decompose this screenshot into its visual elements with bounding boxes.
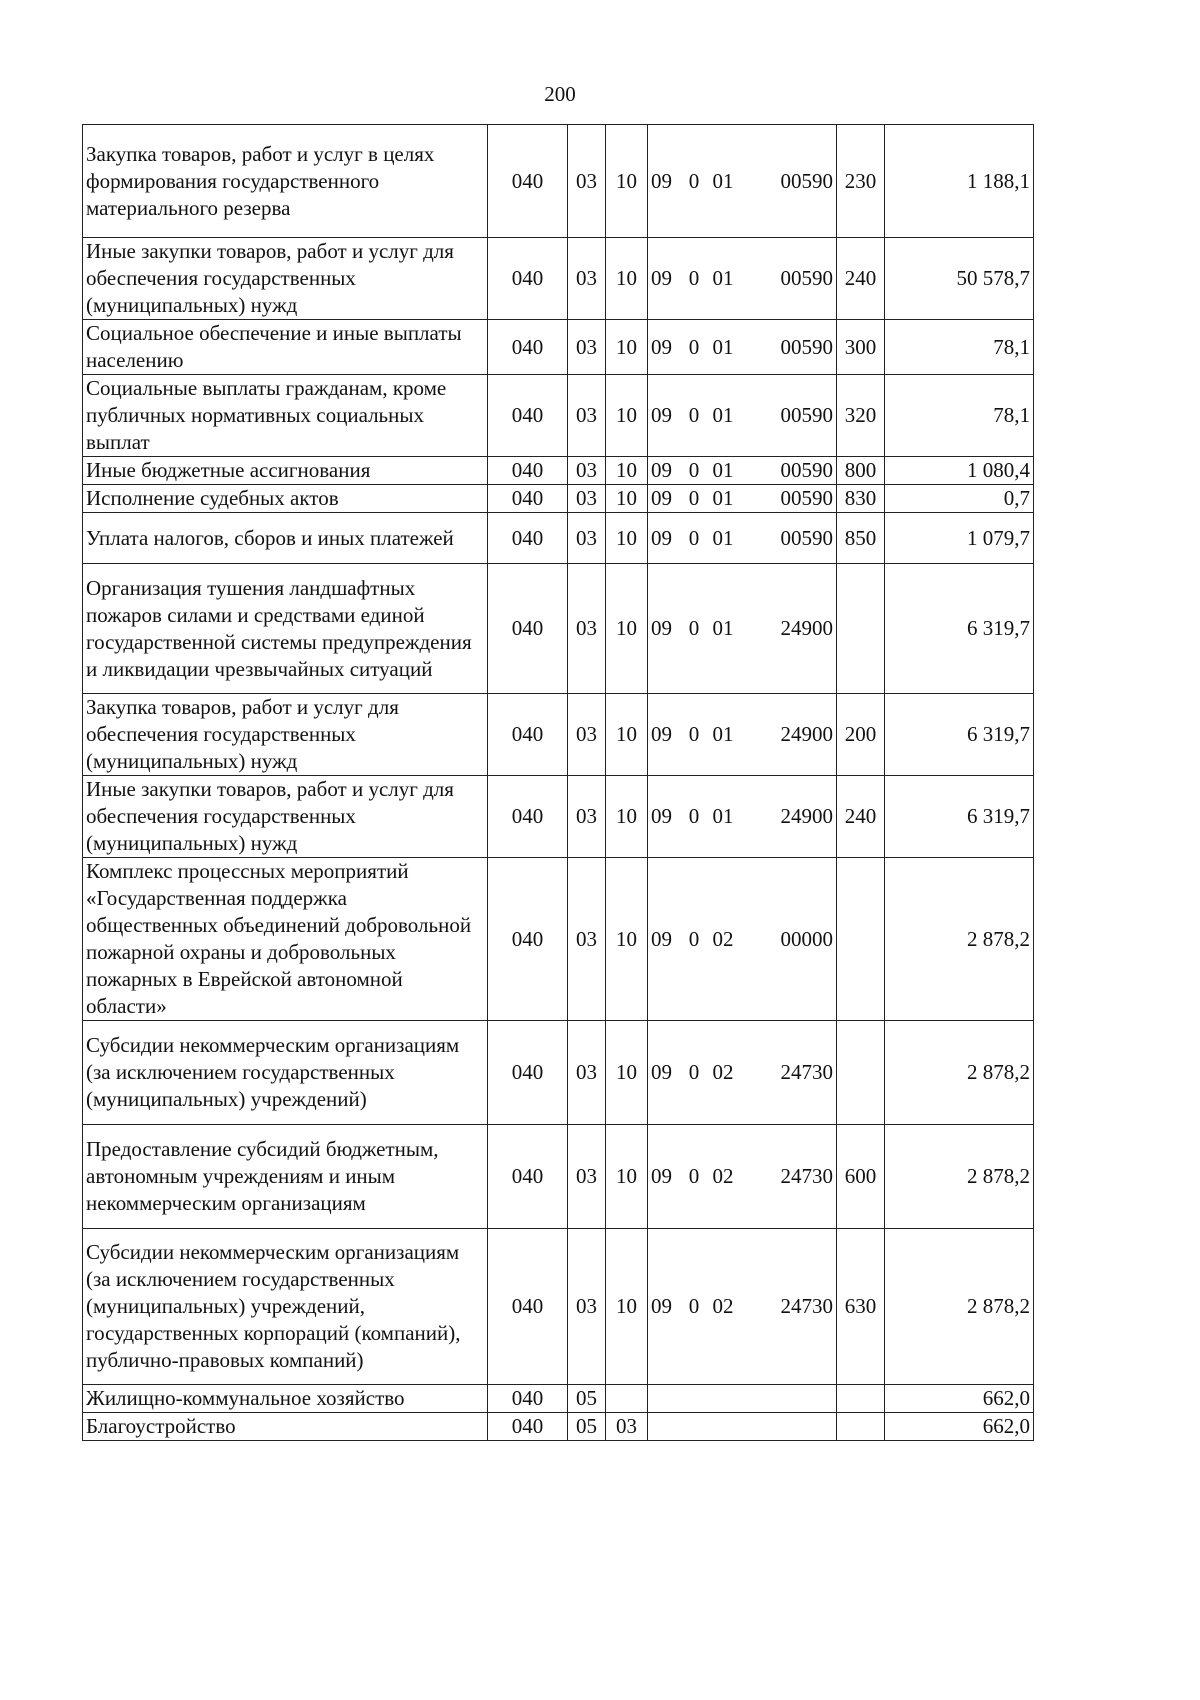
pr-cell: 10 (606, 1125, 648, 1229)
rz-cell: 03 (568, 1125, 606, 1229)
table-row (83, 694, 1034, 776)
ved-cell: 040 (488, 1229, 568, 1385)
csr-code (651, 525, 833, 552)
vr-cell: 240 (837, 776, 885, 858)
pr-cell: 10 (606, 1021, 648, 1125)
csr-code (651, 615, 833, 642)
csr-cell (648, 694, 837, 776)
rz-cell: 03 (568, 375, 606, 457)
budget-table-body (83, 125, 1034, 1441)
ved-cell: 040 (488, 1125, 568, 1229)
csr-part: 0 (688, 804, 700, 828)
table-row (83, 320, 1034, 375)
csr-part: 00590 (780, 334, 833, 359)
csr-cell (648, 375, 837, 457)
rz-cell: 03 (568, 564, 606, 694)
row-name-cell: Исполнение судебных актов (83, 485, 488, 513)
row-name-cell: Жилищно-коммунальное хозяйство (83, 1385, 488, 1413)
sum-cell: 662,0 (885, 1385, 1034, 1413)
csr-part: 01 (712, 334, 734, 359)
csr-part: 0 (688, 334, 700, 359)
vr-cell: 200 (837, 694, 885, 776)
csr-part: 01 (712, 168, 734, 193)
ved-cell: 040 (488, 1021, 568, 1125)
pr-cell (606, 1385, 648, 1413)
pr-cell: 10 (606, 694, 648, 776)
pr-cell: 10 (606, 1229, 648, 1385)
sum-cell: 2 878,2 (885, 1021, 1034, 1125)
rz-cell: 03 (568, 485, 606, 513)
ved-cell: 040 (488, 485, 568, 513)
sum-cell: 6 319,7 (885, 564, 1034, 694)
csr-code (651, 402, 833, 429)
csr-part: 0 (688, 616, 700, 640)
pr-cell: 10 (606, 320, 648, 375)
csr-cell (648, 858, 837, 1021)
ved-cell: 040 (488, 1385, 568, 1413)
ved-cell: 040 (488, 858, 568, 1021)
sum-cell: 2 878,2 (885, 1229, 1034, 1385)
csr-part: 0 (688, 403, 700, 427)
vr-cell (837, 564, 885, 694)
csr-code (651, 1163, 833, 1190)
csr-part: 0 (688, 1294, 700, 1318)
pr-cell: 10 (606, 375, 648, 457)
csr-code (651, 803, 833, 830)
csr-part: 24900 (780, 804, 833, 828)
ved-cell: 040 (488, 1413, 568, 1441)
sum-cell: 1 188,1 (885, 125, 1034, 238)
vr-cell: 320 (837, 375, 885, 457)
sum-cell: 1 079,7 (885, 513, 1034, 564)
csr-cell (648, 564, 837, 694)
csr-part: 09 (651, 486, 672, 510)
csr-part: 00590 (780, 458, 833, 482)
rz-cell: 03 (568, 320, 606, 375)
csr-part: 0 (688, 525, 700, 550)
table-row (83, 125, 1034, 238)
sum-cell: 662,0 (885, 1413, 1034, 1441)
rz-cell: 03 (568, 858, 606, 1021)
csr-cell (648, 485, 837, 513)
table-row (83, 375, 1034, 457)
sum-cell: 78,1 (885, 375, 1034, 457)
csr-part: 00590 (780, 266, 833, 290)
csr-code (651, 926, 833, 953)
csr-part: 0 (688, 1164, 700, 1188)
table-row (83, 564, 1034, 694)
sum-cell: 2 878,2 (885, 1125, 1034, 1229)
pr-cell: 10 (606, 564, 648, 694)
csr-code (651, 1059, 833, 1086)
ved-cell: 040 (488, 513, 568, 564)
csr-part: 00590 (780, 403, 833, 427)
table-row (83, 858, 1034, 1021)
csr-part: 02 (712, 926, 734, 951)
csr-part: 02 (712, 1164, 734, 1188)
budget-table (82, 124, 1034, 1441)
csr-part: 09 (651, 1164, 672, 1188)
ved-cell: 040 (488, 125, 568, 238)
csr-part: 09 (651, 1294, 672, 1318)
csr-cell (648, 1413, 837, 1441)
csr-part: 09 (651, 1060, 672, 1084)
csr-part: 01 (712, 804, 734, 828)
pr-cell: 03 (606, 1413, 648, 1441)
csr-code (651, 334, 833, 361)
csr-cell (648, 125, 837, 238)
vr-cell: 850 (837, 513, 885, 564)
csr-part: 00590 (780, 168, 833, 193)
row-name-cell: Субсидии некоммерческим организациям (за исключением государственных (муниципальных) учреждений, государственных корпораций (компаний), публично-правовых компаний) (83, 1229, 488, 1385)
pr-cell: 10 (606, 125, 648, 238)
csr-part: 09 (651, 403, 672, 427)
csr-cell (648, 320, 837, 375)
csr-part: 00590 (780, 486, 833, 510)
csr-part: 0 (688, 486, 700, 510)
sum-cell: 1 080,4 (885, 457, 1034, 485)
csr-part: 0 (688, 266, 700, 290)
csr-part: 09 (651, 525, 672, 550)
csr-part: 01 (712, 616, 734, 640)
table-row (83, 776, 1034, 858)
csr-part: 00000 (780, 926, 833, 951)
csr-part: 00590 (780, 525, 833, 550)
csr-part: 0 (688, 1060, 700, 1084)
row-name-cell: Иные закупки товаров, работ и услуг для обеспечения государственных (муниципальных) нужд (83, 238, 488, 320)
vr-cell: 630 (837, 1229, 885, 1385)
table-row (83, 1125, 1034, 1229)
table-row (83, 1021, 1034, 1125)
table-row (83, 513, 1034, 564)
csr-cell (648, 1229, 837, 1385)
rz-cell: 03 (568, 125, 606, 238)
csr-part: 09 (651, 266, 672, 290)
sum-cell: 6 319,7 (885, 776, 1034, 858)
csr-part: 0 (688, 926, 700, 951)
csr-cell (648, 457, 837, 485)
sum-cell: 6 319,7 (885, 694, 1034, 776)
csr-part: 24900 (780, 616, 833, 640)
row-name-cell: Закупка товаров, работ и услуг в целях формирования государственного материального резерва (83, 125, 488, 238)
csr-code (651, 168, 833, 195)
table-row (83, 485, 1034, 513)
csr-part: 01 (712, 486, 734, 510)
pr-cell: 10 (606, 513, 648, 564)
ved-cell: 040 (488, 457, 568, 485)
row-name-cell: Социальное обеспечение и иные выплаты населению (83, 320, 488, 375)
rz-cell: 03 (568, 513, 606, 564)
pr-cell: 10 (606, 485, 648, 513)
page-number: 200 (544, 82, 576, 106)
row-name-cell: Комплекс процессных мероприятий «Государственная поддержка общественных объединений добровольной пожарной охраны и добровольных пожарных в Еврейской автономной области» (83, 858, 488, 1021)
rz-cell: 03 (568, 457, 606, 485)
vr-cell: 240 (837, 238, 885, 320)
csr-code (651, 1293, 833, 1320)
row-name-cell: Иные закупки товаров, работ и услуг для обеспечения государственных (муниципальных) нужд (83, 776, 488, 858)
table-row (83, 457, 1034, 485)
pr-cell: 10 (606, 238, 648, 320)
csr-part: 09 (651, 804, 672, 828)
rz-cell: 03 (568, 238, 606, 320)
csr-part: 01 (712, 458, 734, 482)
csr-cell (648, 513, 837, 564)
sum-cell: 78,1 (885, 320, 1034, 375)
csr-part: 24730 (780, 1164, 833, 1188)
rz-cell: 05 (568, 1413, 606, 1441)
vr-cell: 600 (837, 1125, 885, 1229)
rz-cell: 03 (568, 1229, 606, 1385)
vr-cell (837, 1021, 885, 1125)
row-name-cell: Предоставление субсидий бюджетным, автономным учреждениям и иным некоммерческим организациям (83, 1125, 488, 1229)
csr-code (651, 457, 833, 484)
vr-cell (837, 1385, 885, 1413)
csr-cell (648, 776, 837, 858)
csr-part: 09 (651, 334, 672, 359)
row-name-cell: Иные бюджетные ассигнования (83, 457, 488, 485)
sum-cell: 0,7 (885, 485, 1034, 513)
sum-cell: 2 878,2 (885, 858, 1034, 1021)
vr-cell (837, 858, 885, 1021)
csr-part: 09 (651, 616, 672, 640)
csr-cell (648, 1385, 837, 1413)
row-name-cell: Социальные выплаты гражданам, кроме публичных нормативных социальных выплат (83, 375, 488, 457)
csr-part: 09 (651, 168, 672, 193)
ved-cell: 040 (488, 776, 568, 858)
pr-cell: 10 (606, 457, 648, 485)
csr-part: 24730 (780, 1294, 833, 1318)
row-name-cell: Благоустройство (83, 1413, 488, 1441)
csr-part: 09 (651, 926, 672, 951)
csr-code (651, 265, 833, 292)
ved-cell: 040 (488, 564, 568, 694)
csr-part: 01 (712, 266, 734, 290)
ved-cell: 040 (488, 694, 568, 776)
table-row (83, 1229, 1034, 1385)
vr-cell: 300 (837, 320, 885, 375)
csr-part: 0 (688, 168, 700, 193)
vr-cell: 830 (837, 485, 885, 513)
row-name-cell: Закупка товаров, работ и услуг для обеспечения государственных (муниципальных) нужд (83, 694, 488, 776)
csr-code (651, 485, 833, 512)
vr-cell: 800 (837, 457, 885, 485)
row-name-cell: Субсидии некоммерческим организациям (за исключением государственных (муниципальных) учреждений) (83, 1021, 488, 1125)
sum-cell: 50 578,7 (885, 238, 1034, 320)
csr-part: 02 (712, 1060, 734, 1084)
rz-cell: 03 (568, 776, 606, 858)
pr-cell: 10 (606, 858, 648, 1021)
csr-cell (648, 1125, 837, 1229)
rz-cell: 03 (568, 1021, 606, 1125)
table-row (83, 238, 1034, 320)
ved-cell: 040 (488, 375, 568, 457)
row-name-cell: Уплата налогов, сборов и иных платежей (83, 513, 488, 564)
csr-part: 01 (712, 525, 734, 550)
row-name-cell: Организация тушения ландшафтных пожаров силами и средствами единой государственной системы предупреждения и ликвидации чрезвычайных ситуаций (83, 564, 488, 694)
csr-part: 24900 (780, 722, 833, 746)
csr-cell (648, 238, 837, 320)
table-row (83, 1385, 1034, 1413)
vr-cell (837, 1413, 885, 1441)
csr-part: 0 (688, 722, 700, 746)
pr-cell: 10 (606, 776, 648, 858)
csr-part: 24730 (780, 1060, 833, 1084)
csr-code (651, 721, 833, 748)
csr-part: 01 (712, 403, 734, 427)
csr-cell (648, 1021, 837, 1125)
csr-part: 09 (651, 458, 672, 482)
table-row (83, 1413, 1034, 1441)
ved-cell: 040 (488, 320, 568, 375)
rz-cell: 05 (568, 1385, 606, 1413)
csr-part: 02 (712, 1294, 734, 1318)
csr-part: 01 (712, 722, 734, 746)
vr-cell: 230 (837, 125, 885, 238)
rz-cell: 03 (568, 694, 606, 776)
csr-part: 0 (688, 458, 700, 482)
ved-cell: 040 (488, 238, 568, 320)
csr-part: 09 (651, 722, 672, 746)
